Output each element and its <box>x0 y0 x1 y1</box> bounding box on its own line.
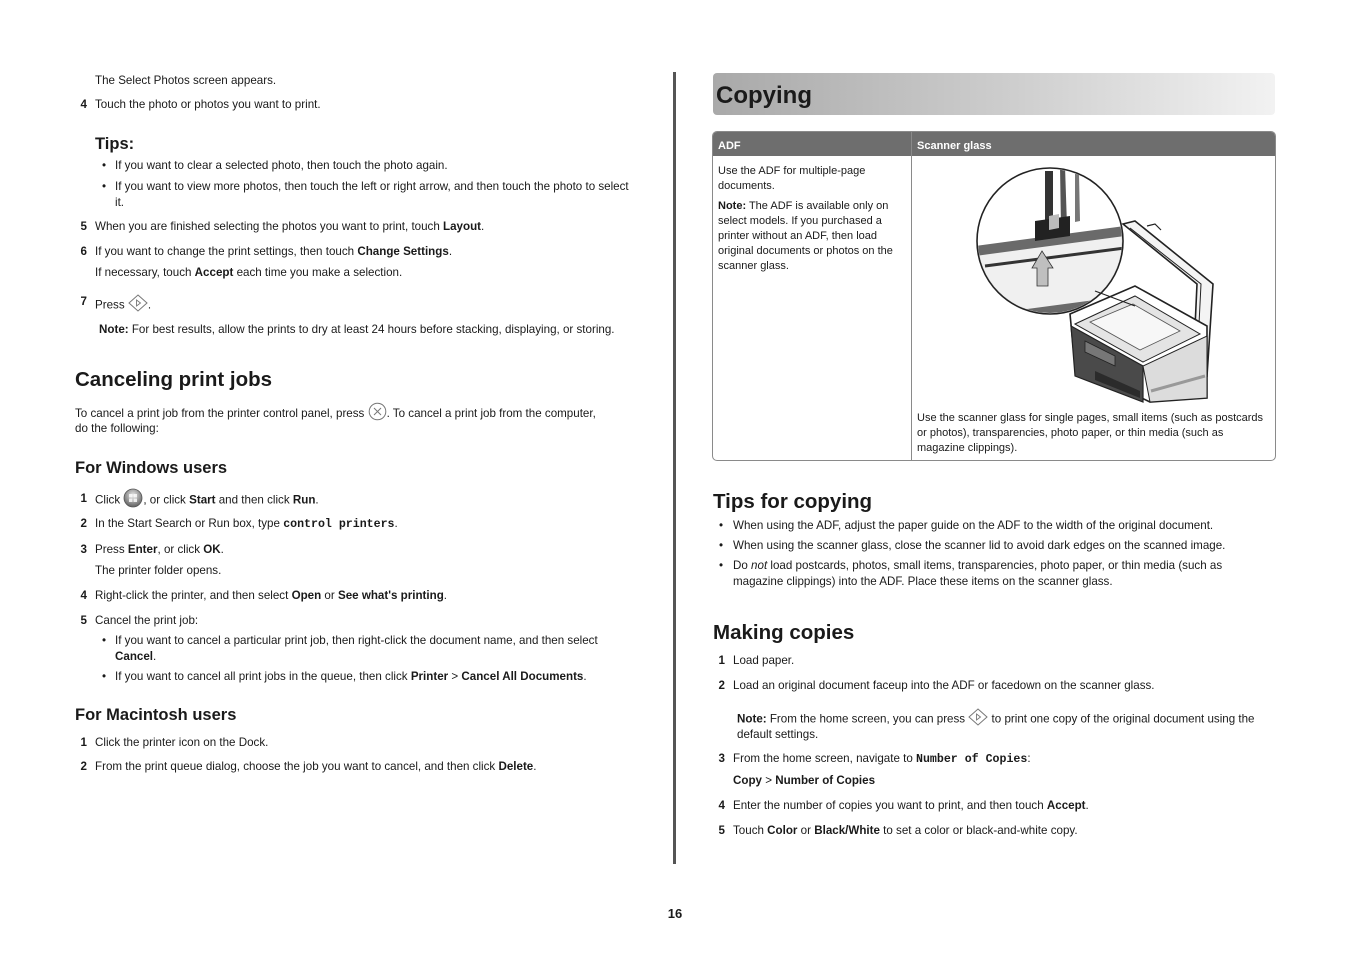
subheading-windows: For Windows users <box>75 459 228 477</box>
bullet: • <box>718 519 724 532</box>
bullet: • <box>101 180 107 193</box>
step-number: 3 <box>718 752 725 765</box>
step-text: Enter the number of copies you want to print, and then touch Accept. <box>733 799 1089 812</box>
tip-item: When using the scanner glass, close the scanner lid to avoid dark edges on the scanned image. <box>733 539 1226 552</box>
step-number: 4 <box>80 98 87 111</box>
intro-line: The Select Photos screen appears. <box>95 74 277 87</box>
step-text: Click the printer icon on the Dock. <box>95 736 269 749</box>
step-number: 1 <box>718 654 725 667</box>
step-text: Load paper. <box>733 654 795 667</box>
section-heading-canceling: Canceling print jobs <box>75 368 273 391</box>
step-number: 2 <box>80 760 87 773</box>
cancel-x-icon <box>368 402 387 426</box>
step-text: Cancel the print job: <box>95 614 199 627</box>
step-text: In the Start Search or Run box, type control printers. <box>95 517 398 531</box>
note-line2: default settings. <box>737 728 819 741</box>
step-number: 2 <box>80 517 87 530</box>
start-diamond-icon <box>128 294 148 317</box>
tip-item: If you want to view more photos, then touch the left or right arrow, and then touch the photo to select it. <box>115 180 629 209</box>
adf-cell-text: Use the ADF for multiple-page documents. <box>718 165 866 192</box>
start-diamond-icon <box>968 708 988 731</box>
page-title: Copying <box>716 82 812 109</box>
table-header-adf: ADF <box>718 140 741 152</box>
table-header-row <box>713 132 1275 156</box>
bullet: • <box>101 634 107 647</box>
step-number: 4 <box>718 799 725 812</box>
note: Note: For best results, allow the prints to dry at least 24 hours before stacking, displaying, or storing. <box>99 323 615 336</box>
bullet: • <box>718 539 724 552</box>
step-number: 3 <box>80 543 87 556</box>
section-heading-making-copies: Making copies <box>713 621 855 644</box>
table-divider <box>911 132 912 460</box>
cancel-intro-line2: do the following: <box>75 422 159 435</box>
step-subtext: If necessary, touch Accept each time you make a selection. <box>95 266 403 279</box>
bullet-item: If you want to cancel all print jobs in the queue, then click Printer > Cancel All Documents. <box>115 670 587 683</box>
step-subtext: The printer folder opens. <box>95 564 222 577</box>
table-header-scanner-glass: Scanner glass <box>917 140 992 152</box>
tips-heading: Tips: <box>95 135 135 153</box>
step-number: 6 <box>80 245 87 258</box>
adf-vs-glass-table <box>712 131 1276 461</box>
step-number: 1 <box>80 492 87 505</box>
bullet: • <box>101 670 107 683</box>
step-number: 1 <box>80 736 87 749</box>
windows-start-orb-icon <box>123 488 143 513</box>
cancel-intro: To cancel a print job from the printer control panel, press . To cancel a print job from the computer, <box>75 402 645 426</box>
step-text: Touch Color or Black/White to set a color or black-and-white copy. <box>733 824 1078 837</box>
step-number: 5 <box>718 824 725 837</box>
step-text: Touch the photo or photos you want to print. <box>95 98 321 111</box>
step-number: 5 <box>80 220 87 233</box>
column-divider <box>673 72 676 864</box>
tip-item: If you want to clear a selected photo, then touch the photo again. <box>115 159 448 172</box>
note: Note: From the home screen, you can press to print one copy of the original document using the <box>737 708 1282 731</box>
step-text: Right-click the printer, and then select Open or See what's printing. <box>95 589 448 602</box>
adf-cell-note: Note: The ADF is available only on select models. If you purchased a printer without an ADF, then load original documents or photos on the scanner glass. <box>718 200 893 272</box>
step-number: 5 <box>80 614 87 627</box>
step-text: From the print queue dialog, choose the job you want to cancel, and then click Delete. <box>95 760 537 773</box>
page-number: 16 <box>667 906 683 921</box>
step-text: Click , or click Start and then click Run. <box>95 488 319 513</box>
bullet: • <box>101 159 107 172</box>
section-banner <box>713 73 1275 115</box>
step-number: 4 <box>80 589 87 602</box>
step-text: Press . <box>95 294 151 317</box>
scanner-illustration <box>975 166 1215 404</box>
bullet: • <box>718 559 724 572</box>
step-text: Load an original document faceup into the ADF or facedown on the scanner glass. <box>733 679 1155 692</box>
bullet-item: If you want to cancel a particular print job, then right-click the document name, and then select Cancel. <box>115 634 598 663</box>
step-text: If you want to change the print settings, then touch Change Settings. <box>95 245 453 258</box>
step-number: 2 <box>718 679 725 692</box>
step-number: 7 <box>80 295 87 308</box>
menu-path: Copy > Number of Copies <box>733 774 876 787</box>
section-heading-tips-copying: Tips for copying <box>713 490 873 513</box>
step-text: Press Enter, or click OK. <box>95 543 224 556</box>
tip-item: When using the ADF, adjust the paper guide on the ADF to the width of the original document. <box>733 519 1214 532</box>
scanner-glass-cell-text: Use the scanner glass for single pages, small items (such as postcards or photos), transparencies, photo paper, or thin media (such as magazine clippings). <box>917 412 1264 454</box>
subheading-macintosh: For Macintosh users <box>75 706 237 724</box>
step-text: From the home screen, navigate to Number of Copies: <box>733 752 1031 766</box>
step-text: When you are finished selecting the photos you want to print, touch Layout. <box>95 220 485 233</box>
tip-item: Do not load postcards, photos, small items, transparencies, photo paper, or thin media (such as magazine clippings) into the ADF. Place these items on the scanner glass. <box>733 559 1223 588</box>
